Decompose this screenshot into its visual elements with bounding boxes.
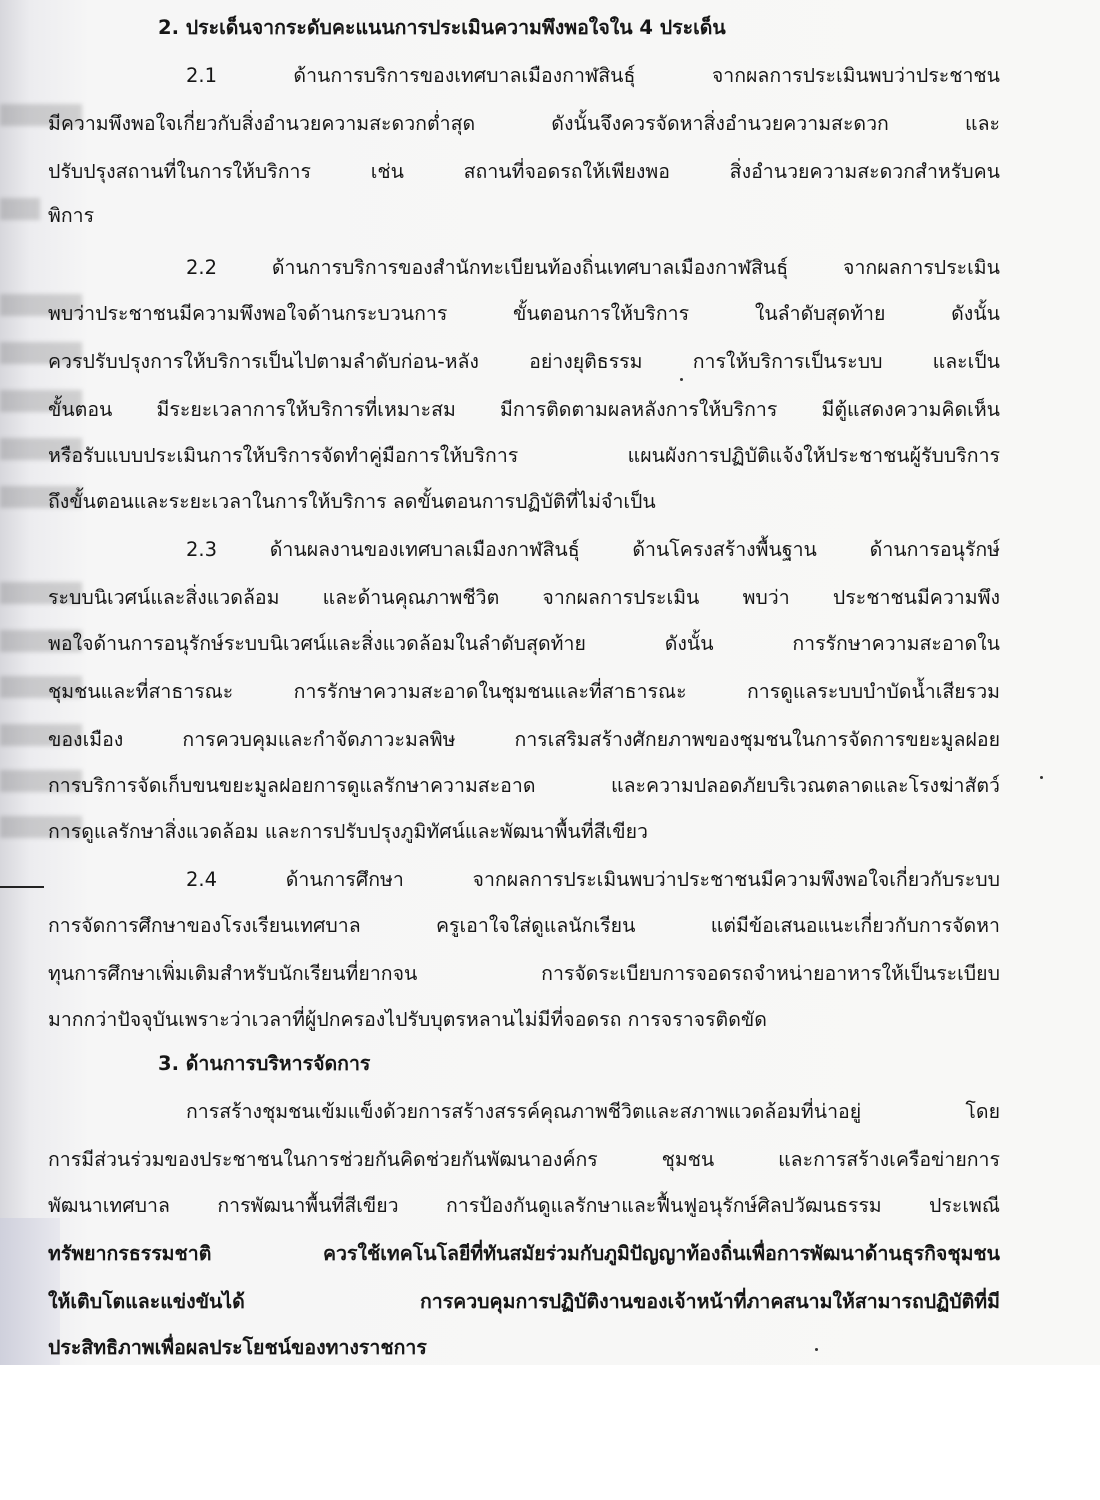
paragraph-line: 2.3 ด้านผลงานของเทศบาลเมืองกาฬสินธุ์ ด้านโครงสร้างพื้นฐาน ด้านการอนุรักษ์ <box>186 538 1000 561</box>
section-heading: 3. ด้านการบริหารจัดการ <box>158 1052 371 1075</box>
paragraph-line: พัฒนาเทศบาล การพัฒนาพื้นที่สีเขียว การป้องกันดูแลรักษาและฟื้นฟูอนุรักษ์ศิลปวัฒนธรรม ประเพณี <box>48 1194 1000 1217</box>
paragraph-line: หรือรับแบบประเมินการให้บริการจัดทำคู่มือการให้บริการ แผนผังการปฏิบัติแจ้งให้ประชาชนผู้รับบริการ <box>48 444 1000 467</box>
paragraph-line: พอใจด้านการอนุรักษ์ระบบนิเวศน์และสิ่งแวดล้อมในลำดับสุดท้าย ดังนั้น การรักษาความสะอาดใน <box>48 632 1000 655</box>
paragraph-line: ปรับปรุงสถานที่ในการให้บริการ เช่น สถานที่จอดรถให้เพียงพอ สิ่งอำนวยความสะดวกสำหรับคน <box>48 160 1000 183</box>
scan-blur-mark <box>0 198 40 220</box>
paragraph-line: ของเมือง การควบคุมและกำจัดภาวะมลพิษ การเสริมสร้างศักยภาพของชุมชนในการจัดการขยะมูลฝอย <box>48 728 1000 751</box>
paragraph-line: พิการ <box>48 204 95 227</box>
paragraph-line: ให้เติบโตและแข่งขันได้ การควบคุมการปฏิบัติงานของเจ้าหน้าที่ภาคสนามให้สามารถปฏิบัติที่มี <box>48 1290 1000 1313</box>
paragraph-line: ทุนการศึกษาเพิ่มเติมสำหรับนักเรียนที่ยากจน การจัดระเบียบการจอดรถจำหน่ายอาหารให้เป็นระเบียบ <box>48 962 1000 985</box>
paragraph-line: ถึงขั้นตอนและระยะเวลาในการให้บริการ ลดขั้นตอนการปฏิบัติที่ไม่จำเป็น <box>48 490 656 513</box>
paragraph-line: ทรัพยากรธรรมชาติ ควรใช้เทคโนโลยีที่ทันสมัยร่วมกับภูมิปัญญาท้องถิ่นเพื่อการพัฒนาด้านธุรกิจชุมชน <box>48 1242 1000 1265</box>
section-heading: 2. ประเด็นจากระดับคะแนนการประเมินความพึงพอใจใน 4 ประเด็น <box>158 16 726 39</box>
paragraph-line: มีความพึงพอใจเกี่ยวกับสิ่งอำนวยความสะดวกต่ำสุด ดังนั้นจึงควรจัดหาสิ่งอำนวยความสะดวก และ <box>48 112 1000 135</box>
paragraph-line: ประสิทธิภาพเพื่อผลประโยชน์ของทางราชการ <box>48 1336 427 1359</box>
paragraph-line: ขั้นตอน มีระยะเวลาการให้บริการที่เหมาะสม มีการติดตามผลหลังการให้บริการ มีตู้แสดงความคิดเห็น <box>48 398 1000 421</box>
paragraph-line: ระบบนิเวศน์และสิ่งแวดล้อม และด้านคุณภาพชีวิต จากผลการประเมิน พบว่า ประชาชนมีความพึง <box>48 586 1000 609</box>
paragraph-line: พบว่าประชาชนมีความพึงพอใจด้านกระบวนการ ขั้นตอนการให้บริการ ในลำดับสุดท้าย ดังนั้น <box>48 302 1000 325</box>
paragraph-line: 2.4 ด้านการศึกษา จากผลการประเมินพบว่าประชาชนมีความพึงพอใจเกี่ยวกับระบบ <box>186 868 1000 891</box>
paragraph-line: ชุมชนและที่สาธารณะ การรักษาความสะอาดในชุมชนและที่สาธารณะ การดูแลระบบบำบัดน้ำเสียรวม <box>48 680 1000 703</box>
paragraph-line: 2.2 ด้านการบริการของสำนักทะเบียนท้องถิ่นเทศบาลเมืองกาฬสินธุ์ จากผลการประเมิน <box>186 256 1000 279</box>
paragraph-line: การมีส่วนร่วมของประชาชนในการช่วยกันคิดช่วยกันพัฒนาองค์กร ชุมชน และการสร้างเครือข่ายการ <box>48 1148 1000 1171</box>
paragraph-line: การสร้างชุมชนเข้มแข็งด้วยการสร้างสรรค์คุณภาพชีวิตและสภาพแวดล้อมที่น่าอยู่ โดย <box>186 1100 1000 1123</box>
paragraph-line: การบริการจัดเก็บขนขยะมูลฝอยการดูแลรักษาความสะอาด และความปลอดภัยบริเวณตลาดและโรงฆ่าสัตว์ <box>48 774 1000 797</box>
paragraph-line: มากกว่าปัจจุบันเพราะว่าเวลาที่ผู้ปกครองไปรับบุตรหลานไม่มีที่จอดรถ การจราจรติดขัด <box>48 1008 767 1031</box>
scan-speck <box>1040 776 1043 779</box>
paragraph-line: การดูแลรักษาสิ่งแวดล้อม และการปรับปรุงภูมิทัศน์และพัฒนาพื้นที่สีเขียว <box>48 820 648 843</box>
paragraph-line: 2.1 ด้านการบริการของเทศบาลเมืองกาฬสินธุ์ จากผลการประเมินพบว่าประชาชน <box>186 64 1000 87</box>
scan-dash-mark <box>0 886 44 888</box>
paragraph-line: การจัดการศึกษาของโรงเรียนเทศบาล ครูเอาใจใส่ดูแลนักเรียน แต่มีข้อเสนอแนะเกี่ยวกับการจัดหา <box>48 914 1000 937</box>
paragraph-line: ควรปรับปรุงการให้บริการเป็นไปตามลำดับก่อน-หลัง อย่างยุติธรรม การให้บริการเป็นระบบ และเป็น <box>48 350 1000 373</box>
